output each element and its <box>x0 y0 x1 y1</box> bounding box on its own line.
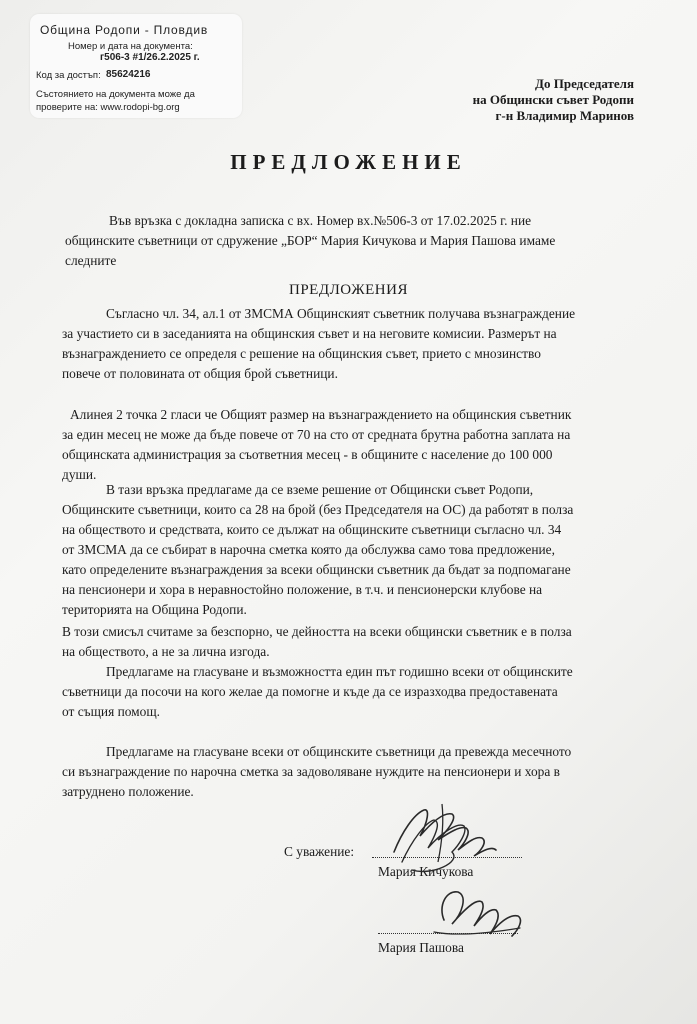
intro-paragraph <box>65 211 633 271</box>
text-line: за участието си в заседанията на общинския съвет и на неговите комисии. Размерът на <box>62 326 557 341</box>
text-line: В този смисъл считаме за безспорно, че дейността на всеки общински съветник е в полза <box>62 624 572 639</box>
text-line: Предлагаме на гласуване всеки от общинските съветници да превежда месечното <box>106 744 572 759</box>
addressee-line3: г-н Владимир Маринов <box>495 108 634 123</box>
text-line: съветници да посочи на кого желае да помогне и къде да се изразходва предоставената <box>62 684 558 699</box>
text-line: следните <box>65 253 117 268</box>
paragraph-6 <box>62 742 640 802</box>
text-line: души. <box>62 467 97 482</box>
signer-name-2: Мария Пашова <box>378 940 464 955</box>
paragraph-5 <box>62 662 640 722</box>
text-line: Съгласно чл. 34, ал.1 от ЗМСМА Общинският съветник получава възнаграждение <box>106 306 576 321</box>
text-line: Алинея 2 точка 2 гласи че Общият размер на възнаграждението на общинския съветник <box>70 407 572 422</box>
paragraph-2 <box>62 405 640 485</box>
text-line: територията на Община Родопи. <box>62 602 247 617</box>
addressee-line1: До Председателя <box>535 76 634 91</box>
text-line: като определените възнаграждения за всеки общински съветник да бъдат за подпомагане <box>62 562 571 577</box>
addressee-block <box>473 76 634 124</box>
stamp-code-value: 85624216 <box>106 69 151 80</box>
text-line: за един месец не може да бъде повече от 70 на сто от средната брутна работна заплата на <box>62 427 571 442</box>
stamp-org: Община Родопи - Пловдив <box>40 23 209 37</box>
document-title: ПРЕДЛОЖЕНИЕ <box>230 150 467 174</box>
text-line: на обществото и средствата, които се дължат на общинските съветници съгласно чл. 34 <box>62 522 562 537</box>
text-line: на пенсионери и хора в неравностойно положение, в т.ч. и пенсионерски клубове на <box>62 582 543 597</box>
stamp-number-label: Номер и дата на документа: <box>68 41 193 52</box>
section-subtitle: ПРЕДЛОЖЕНИЯ <box>289 282 408 298</box>
text-line: от ЗМСМА да се събират в нарочна сметка която да обслужва само това предложение, <box>62 542 555 557</box>
handwritten-signature-1 <box>372 792 512 887</box>
text-line: В тази връзка предлагаме да се вземе решение от Общински съвет Родопи, <box>106 482 534 497</box>
text-line: Общинските съветници, които са 28 на брой (без Председателя на ОС) да работят в полза <box>62 502 574 517</box>
paragraph-3 <box>62 480 640 620</box>
closing-regards: С уважение: <box>284 844 355 859</box>
text-line: от същия помощ. <box>62 704 161 719</box>
stamp-status-line1: Състоянието на документа може да <box>36 89 195 100</box>
text-line: общинската администрация за съответния месец - в общините с население до 100 000 <box>62 447 553 462</box>
text-line: повече от половината от общия брой съветници. <box>62 366 338 381</box>
signer-name-1: Мария Кичукова <box>378 864 474 879</box>
text-line: на обществото, а не за лична изгода. <box>62 644 270 659</box>
text-line: общинските съветници от сдружение „БОР“ Мария Кичукова и Мария Пашова имаме <box>65 233 556 248</box>
text-line: Предлагаме на гласуване и възможността един път годишно всеки от общинските <box>106 664 573 679</box>
stamp-status-line2: проверите на: www.rodopi-bg.org <box>36 102 180 113</box>
stamp-code-label: Код за достъп: <box>36 70 101 81</box>
stamp-number-value: г506-3 #1/26.2.2025 г. <box>100 52 200 63</box>
text-line: Във връзка с докладна записка с вх. Номер вх.№506-3 от 17.02.2025 г. ние <box>109 213 532 228</box>
text-line: си възнаграждение по нарочна сметка за задоволяване нуждите на пенсионери и хора в <box>62 764 560 779</box>
addressee-line2: на Общински съвет Родопи <box>472 92 634 107</box>
paragraph-1 <box>62 304 640 384</box>
registration-stamp <box>30 14 242 118</box>
handwritten-signature-2 <box>424 880 534 945</box>
text-line: затруднено положение. <box>62 784 194 799</box>
paragraph-4 <box>62 622 640 662</box>
text-line: възнаграждението се определя с решение на общинския съвет, прието с мнозинство <box>62 346 541 361</box>
